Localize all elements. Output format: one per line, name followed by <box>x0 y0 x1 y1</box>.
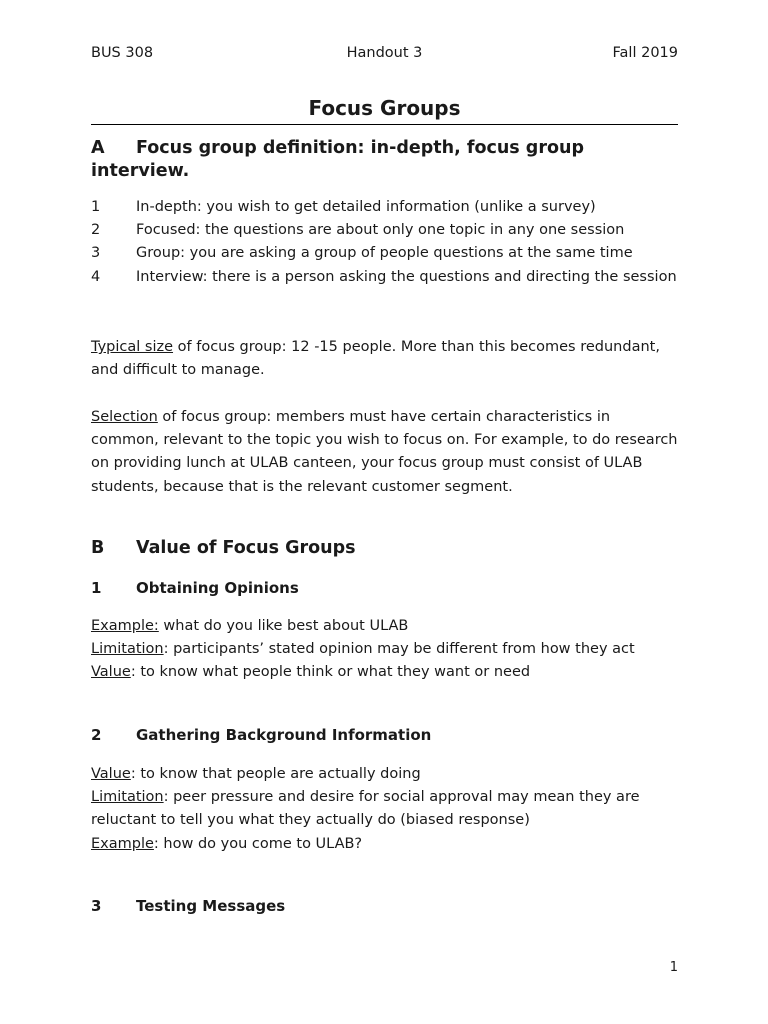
subsection-2-heading: 2 Gathering Background Information <box>91 726 432 744</box>
section-b-heading <box>91 537 678 560</box>
typical-size-label: Typical size <box>91 339 174 355</box>
term: Fall 2019 <box>612 45 678 61</box>
selection-label: Selection <box>91 409 158 425</box>
typical-size-paragraph: Typical size of focus group: 12 -15 people. More than this becomes redundant, and difficult to manage. <box>91 339 660 379</box>
subsection-1-heading: 1 Obtaining Opinions <box>91 579 299 597</box>
page-title: Focus Groups <box>91 96 678 125</box>
list-item: 4 Interview: there is a person asking the questions and directing the session <box>91 268 677 285</box>
subsection-2-body: Value: to know that people are actually doing Limitation: peer pressure and desire for social approval may mean they are reluctant to tell you what they actually do (biased response) Example: how do you come to ULAB? <box>91 766 640 852</box>
subsection-3-heading: 3 Testing Messages <box>91 897 286 915</box>
list-item: 2 Focused: the questions are about only one topic in any one session <box>91 222 625 239</box>
subsection-1-body: Example: what do you like best about ULAB Limitation: participants’ stated opinion may be different from how they act Value: to know what people think or what they want or need <box>91 618 635 681</box>
page-header <box>91 45 678 67</box>
section-title: Focus group definition: in-depth, focus group interview. <box>91 138 584 181</box>
page-number: 1 <box>669 960 678 975</box>
section-title: Value of Focus Groups <box>136 538 356 558</box>
list-item: 3 Group: you are asking a group of people questions at the same time <box>91 245 633 262</box>
list-item: 1 In-depth: you wish to get detailed information (unlike a survey) <box>91 199 596 215</box>
definition-list <box>91 196 678 289</box>
document-page <box>91 0 678 1024</box>
selection-paragraph: Selection of focus group: members must have certain characteristics in common, relevant to the topic you wish to focus on. For example, to do research on providing lunch at ULAB canteen, your focus group must consist of ULAB students, because that is the relevant customer segment. <box>91 409 678 495</box>
course-code: BUS 308 <box>91 45 154 61</box>
section-a-heading <box>91 137 678 183</box>
section-letter: A <box>91 138 105 158</box>
section-letter: B <box>91 538 105 558</box>
handout-number: Handout 3 <box>346 45 423 61</box>
